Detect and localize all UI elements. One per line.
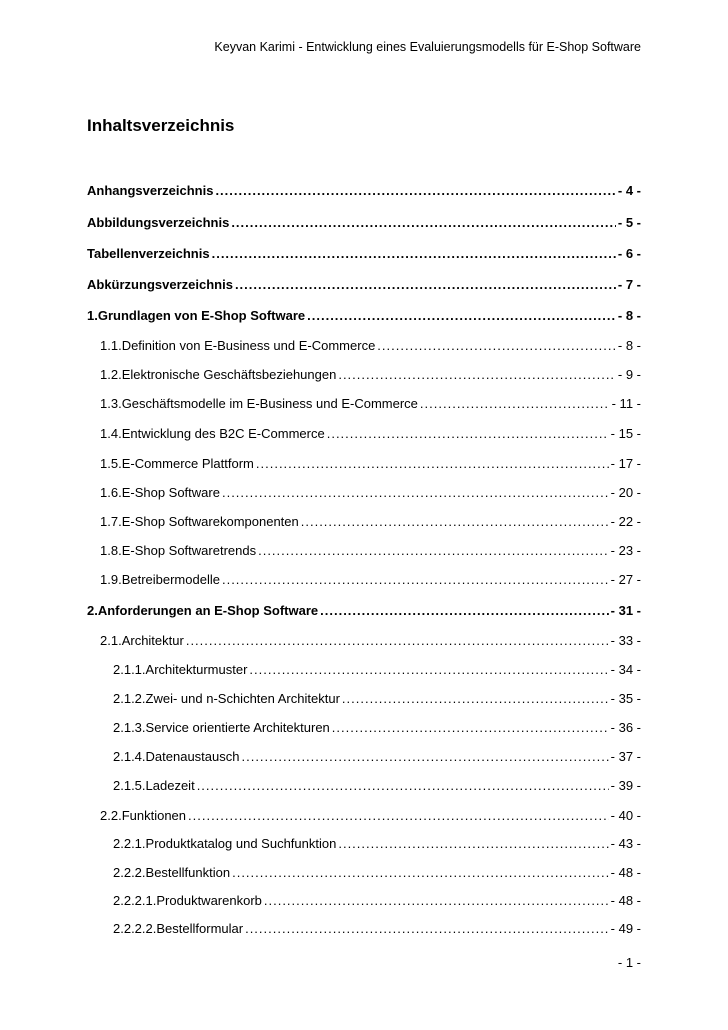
- toc-entry-page: - 43 -: [610, 836, 641, 851]
- toc-entry-page: - 31 -: [610, 603, 641, 618]
- dot-leader: [197, 776, 609, 796]
- dot-leader: [327, 424, 609, 444]
- dot-leader: [241, 747, 608, 767]
- toc-entry-title: Produktwarenkorb: [156, 893, 262, 908]
- toc-entry-title: Betreibermodelle: [121, 572, 220, 587]
- toc-entry[interactable]: [100, 336, 641, 356]
- toc-entry-title: E-Shop Software: [121, 485, 220, 500]
- toc-entry[interactable]: [100, 483, 641, 503]
- toc-entry-number: 2.2.: [100, 808, 122, 823]
- toc-entry-page: - 23 -: [610, 543, 641, 558]
- toc-entry[interactable]: [100, 394, 641, 414]
- toc-entry-page: - 7 -: [617, 277, 641, 292]
- dot-leader: [222, 483, 609, 503]
- toc-entry-title: E-Shop Softwarekomponenten: [121, 514, 299, 529]
- toc-entry-number: 2.: [87, 603, 98, 618]
- toc-entry-number: 1.9.: [100, 572, 122, 587]
- dot-leader: [420, 394, 610, 414]
- toc-entry-number: 1.2.: [100, 367, 122, 382]
- toc-entry-page: - 22 -: [610, 514, 641, 529]
- page-number: - 1 -: [617, 955, 641, 970]
- dot-leader: [212, 244, 616, 264]
- toc-entry-number: 2.1.2.: [113, 691, 146, 706]
- dot-leader: [332, 718, 609, 738]
- toc-entry-page: - 48 -: [610, 865, 641, 880]
- dot-leader: [301, 512, 609, 532]
- dot-leader: [342, 689, 609, 709]
- dot-leader: [249, 660, 608, 680]
- toc-entry-title: Service orientierte Architekturen: [145, 720, 330, 735]
- toc-entry-page: - 4 -: [617, 183, 641, 198]
- toc-entry[interactable]: [113, 919, 641, 939]
- dot-leader: [215, 181, 615, 201]
- dot-leader: [232, 863, 609, 883]
- toc-entry-number: 2.2.2.1.: [113, 893, 157, 908]
- toc-entry-number: 2.1.1.: [113, 662, 146, 677]
- toc-entry-page: - 36 -: [610, 720, 641, 735]
- toc-entry-number: 1.: [87, 308, 98, 323]
- toc-entry-title: Elektronische Geschäftsbeziehungen: [121, 367, 337, 382]
- toc-entry-title: E-Commerce Plattform: [121, 456, 254, 471]
- toc-entry-number: 1.1.: [100, 338, 122, 353]
- toc-entry-page: - 48 -: [610, 893, 641, 908]
- toc-entry-title: Anforderungen an E-Shop Software: [97, 603, 319, 618]
- toc-entry[interactable]: [100, 512, 641, 532]
- toc-entry-page: - 17 -: [610, 456, 641, 471]
- toc-entry[interactable]: [113, 863, 641, 883]
- toc-entry-title: Tabellenverzeichnis: [87, 246, 210, 261]
- toc-entry[interactable]: [100, 631, 641, 651]
- toc-entry-page: - 8 -: [617, 338, 641, 353]
- toc-entry-page: - 39 -: [610, 778, 641, 793]
- toc-entry-page: - 11 -: [611, 396, 641, 411]
- toc-entry-title: Architekturmuster: [145, 662, 248, 677]
- toc-entry-page: - 5 -: [617, 215, 641, 230]
- dot-leader: [264, 891, 609, 911]
- toc-entry-title: Bestellfunktion: [145, 865, 231, 880]
- dot-leader: [338, 834, 608, 854]
- toc-entry-title: Datenaustausch: [145, 749, 240, 764]
- dot-leader: [188, 806, 609, 826]
- toc-entry[interactable]: [87, 275, 641, 295]
- toc-entry[interactable]: [87, 601, 641, 621]
- dot-leader: [186, 631, 609, 651]
- toc-entry-number: 1.4.: [100, 426, 122, 441]
- toc-entry-number: 1.5.: [100, 456, 122, 471]
- toc-entry-number: 1.8.: [100, 543, 122, 558]
- toc-entry-number: 1.6.: [100, 485, 122, 500]
- toc-entry-number: 2.1.: [100, 633, 122, 648]
- toc-entry[interactable]: [113, 834, 641, 854]
- dot-leader: [256, 454, 609, 474]
- toc-entry[interactable]: [100, 454, 641, 474]
- toc-entry-number: 1.7.: [100, 514, 122, 529]
- toc-entry[interactable]: [100, 806, 641, 826]
- toc-entry-number: 1.3.: [100, 396, 122, 411]
- toc-entry-page: - 20 -: [610, 485, 641, 500]
- toc-entry-title: E-Shop Softwaretrends: [121, 543, 257, 558]
- toc-entry[interactable]: [100, 570, 641, 590]
- toc-entry-title: Geschäftsmodelle im E-Business und E-Commerce: [121, 396, 418, 411]
- toc-entry[interactable]: [100, 365, 641, 385]
- toc-entry-title: Anhangsverzeichnis: [87, 183, 214, 198]
- toc-entry[interactable]: [113, 718, 641, 738]
- toc-entry-number: 2.2.1.: [113, 836, 146, 851]
- dot-leader: [235, 275, 616, 295]
- toc-entry[interactable]: [113, 747, 641, 767]
- toc-entry-title: Grundlagen von E-Shop Software: [97, 308, 306, 323]
- toc-entry-page: - 35 -: [610, 691, 641, 706]
- toc-entry-page: - 8 -: [617, 308, 641, 323]
- toc-entry-page: - 33 -: [610, 633, 641, 648]
- dot-leader: [245, 919, 609, 939]
- toc-entry-title: Bestellformular: [156, 921, 244, 936]
- toc-entry[interactable]: [100, 541, 641, 561]
- toc-entry-number: 2.2.2.: [113, 865, 146, 880]
- toc-entry[interactable]: [87, 244, 641, 264]
- toc-entry-title: Zwei- und n-Schichten Architektur: [145, 691, 340, 706]
- dot-leader: [258, 541, 609, 561]
- toc-entry-page: - 27 -: [610, 572, 641, 587]
- toc-entry-title: Architektur: [121, 633, 184, 648]
- toc-entry[interactable]: [87, 181, 641, 201]
- toc-entry-number: 2.2.2.2.: [113, 921, 157, 936]
- toc-entry-page: - 49 -: [610, 921, 641, 936]
- running-header: Keyvan Karimi - Entwicklung eines Evaluierungsmodells für E-Shop Software: [214, 40, 641, 54]
- dot-leader: [377, 336, 616, 356]
- toc-entry-number: 2.1.4.: [113, 749, 146, 764]
- toc-entry[interactable]: [113, 689, 641, 709]
- toc-entry[interactable]: [113, 660, 641, 680]
- toc-entry-number: 2.1.5.: [113, 778, 146, 793]
- toc-entry-page: - 37 -: [610, 749, 641, 764]
- dot-leader: [320, 601, 609, 621]
- toc-entry-page: - 9 -: [617, 367, 641, 382]
- toc-entry[interactable]: [113, 776, 641, 796]
- toc-entry-page: - 40 -: [610, 808, 641, 823]
- dot-leader: [222, 570, 609, 590]
- dot-leader: [307, 306, 616, 326]
- toc-entry-title: Ladezeit: [145, 778, 195, 793]
- toc-entry-page: - 6 -: [617, 246, 641, 261]
- toc-entry-title: Abkürzungsverzeichnis: [87, 277, 233, 292]
- toc-entry-page: - 15 -: [610, 426, 641, 441]
- toc-entry-title: Funktionen: [121, 808, 187, 823]
- toc-entry-title: Abbildungsverzeichnis: [87, 215, 230, 230]
- toc-entry-title: Entwicklung des B2C E-Commerce: [121, 426, 325, 441]
- toc-entry-title: Definition von E-Business und E-Commerce: [121, 338, 376, 353]
- toc-entry[interactable]: [87, 213, 641, 233]
- toc-entry-title: Produktkatalog und Suchfunktion: [145, 836, 337, 851]
- toc-entry[interactable]: [87, 306, 641, 326]
- dot-leader: [338, 365, 616, 385]
- toc-entry-page: - 34 -: [610, 662, 641, 677]
- toc-entry[interactable]: [113, 891, 641, 911]
- toc-entry-number: 2.1.3.: [113, 720, 146, 735]
- page-title: Inhaltsverzeichnis: [87, 116, 235, 135]
- toc-entry[interactable]: [100, 424, 641, 444]
- dot-leader: [231, 213, 616, 233]
